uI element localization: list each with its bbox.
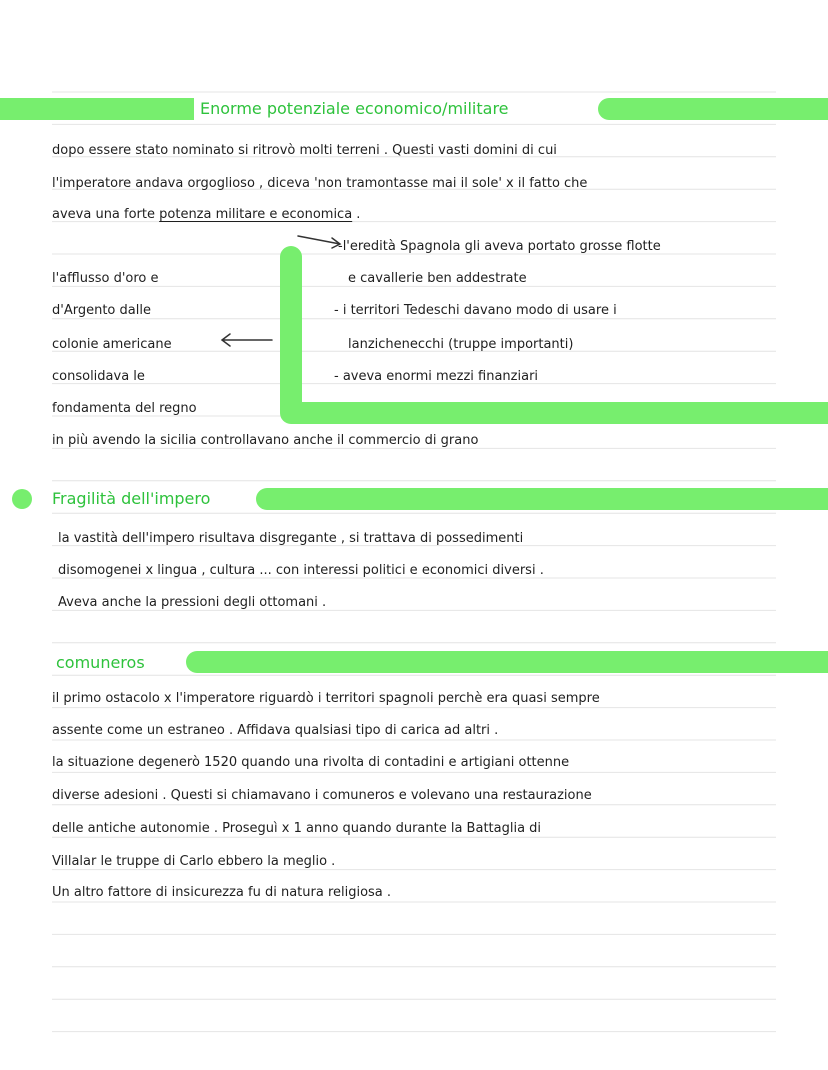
text-line: assente come un estraneo . Affidava qualsiasi tipo di carica ad altri .: [52, 723, 499, 738]
right-col-line: lanzichenecchi (truppe importanti): [348, 337, 574, 352]
right-col-line: -l'eredità Spagnola gli aveva portato grosse flotte: [338, 239, 661, 254]
text-line: in più avendo la sicilia controllavano anche il commercio di grano: [52, 433, 479, 448]
bracket-highlight-vertical: [280, 246, 302, 422]
left-col-line: l'afflusso d'oro e: [52, 271, 159, 286]
text-line: dopo essere stato nominato si ritrovò molti terreni . Questi vasti domini di cui: [52, 143, 557, 158]
text-line: la vastità dell'impero risultava disgregante , si trattava di possedimenti: [58, 531, 524, 546]
section-title-potenziale: Enorme potenziale economico/militare: [194, 98, 515, 120]
underlined-text: potenza militare e economica: [159, 207, 353, 222]
left-col-line: d'Argento dalle: [52, 303, 151, 318]
right-col-line: e cavallerie ben addestrate: [348, 271, 527, 286]
heading-highlight-right-1: [598, 98, 828, 120]
text-line-potenza: [52, 206, 360, 224]
text-line: delle antiche autonomie . Proseguì x 1 anno quando durante la Battaglia di: [52, 821, 542, 836]
right-col-line: - aveva enormi mezzi finanziari: [334, 369, 539, 384]
right-col-line: - i territori Tedeschi davano modo di usare i: [334, 303, 617, 318]
text-line: la situazione degenerò 1520 quando una rivolta di contadini e artigiani ottenne: [52, 755, 570, 770]
text-fragment: .: [352, 207, 361, 222]
text-line: l'imperatore andava orgoglioso , diceva 'non tramontasse mai il sole' x il fatto che: [52, 176, 588, 191]
bracket-highlight-horizontal: [280, 402, 828, 424]
left-col-line: fondamenta del regno: [52, 401, 197, 416]
left-col-line: consolidava le: [52, 369, 145, 384]
text-line: disomogenei x lingua , cultura ... con interessi politici e economici diversi .: [58, 563, 544, 578]
text-fragment: aveva una forte: [52, 207, 160, 222]
section-title-comuneros: comuneros: [50, 652, 151, 674]
text-line: Villalar le truppe di Carlo ebbero la meglio .: [52, 854, 336, 869]
text-line: diverse adesioni . Questi si chiamavano i comuneros e volevano una restaurazione: [52, 788, 592, 803]
bullet-dot: [12, 489, 32, 509]
heading-highlight-2: [256, 488, 828, 510]
text-line: Un altro fattore di insicurezza fu di natura religiosa .: [52, 885, 392, 900]
left-col-line: colonie americane: [52, 337, 172, 352]
text-line: Aveva anche la pressioni degli ottomani .: [58, 595, 327, 610]
arrow-left-icon: [218, 330, 274, 350]
heading-highlight-left-1: [0, 98, 210, 120]
text-line: il primo ostacolo x l'imperatore riguardò i territori spagnoli perchè era quasi sempre: [52, 691, 600, 706]
section-title-fragilita: Fragilità dell'impero: [46, 488, 216, 510]
heading-highlight-3: [186, 651, 828, 673]
